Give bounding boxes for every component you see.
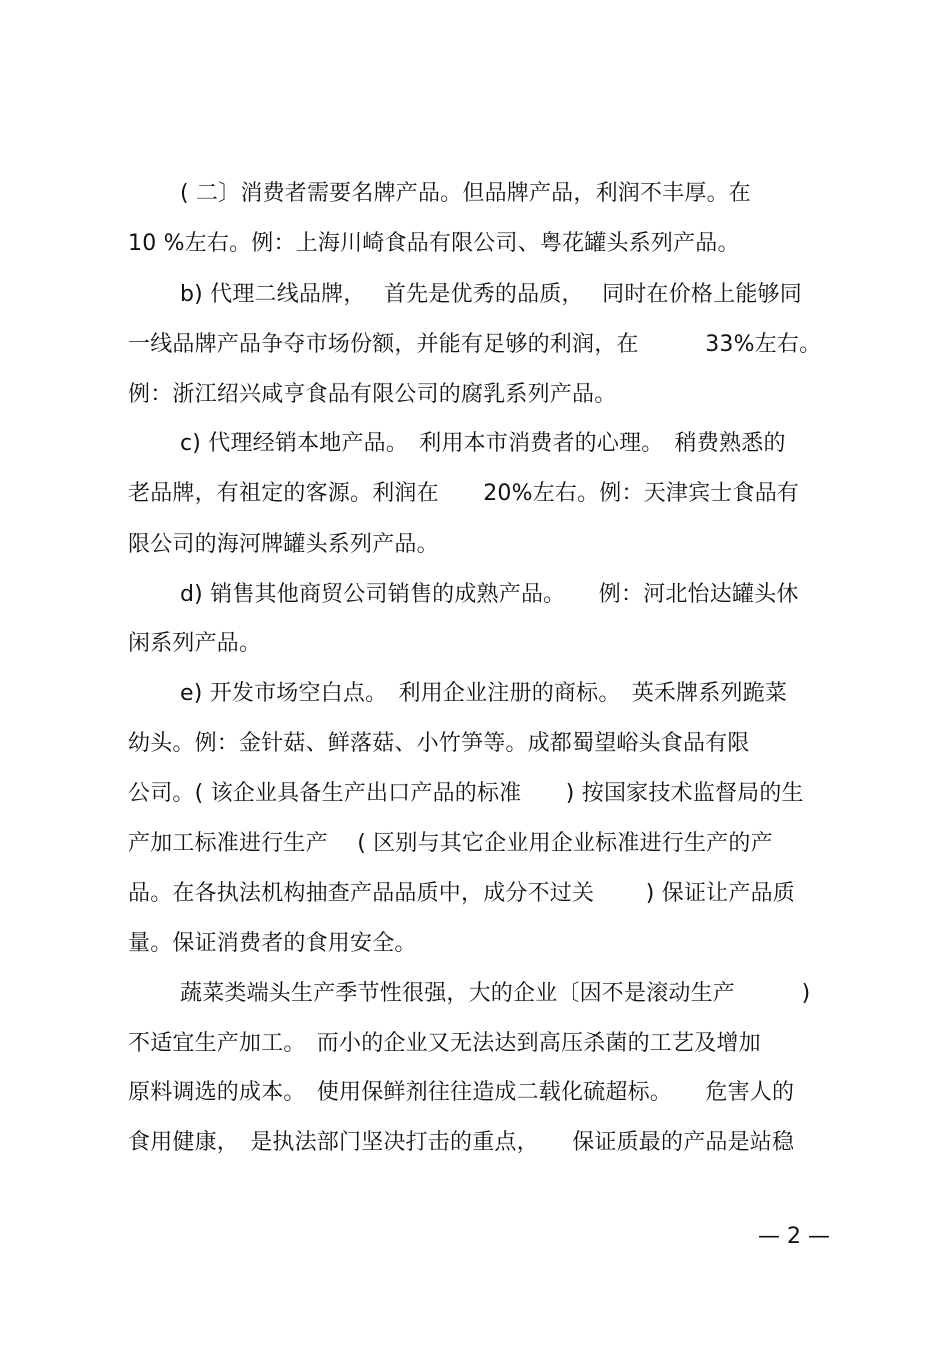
text-line: b) 代理二线品牌， 首先是优秀的品质， 同时在价格上能够同 bbox=[180, 282, 802, 307]
text-line: 闲系列产品。 bbox=[128, 631, 262, 656]
page-number: — 2 — bbox=[758, 1224, 830, 1249]
text-line: 老品牌，有祖定的客源。利润在 20%左右。例：天津宾士食品有 bbox=[128, 481, 800, 506]
text-line: 蔬菜类端头生产季节性很强，大的企业〔因不是滚动生产 ) bbox=[180, 981, 811, 1006]
text-line: 10 %左右。例：上海川崎食品有限公司、粤花罐头系列产品。 bbox=[128, 231, 740, 256]
text-line: 不适宜生产加工。 而小的企业又无法达到高压杀菌的工艺及增加 bbox=[128, 1031, 761, 1056]
text-line: ( 二〕消费者需要名牌产品。但品牌产品，利润不丰厚。在 bbox=[180, 181, 751, 206]
text-line: 原料调选的成本。 使用保鲜剂往往造成二载化硫超标。 危害人的 bbox=[128, 1080, 795, 1105]
text-line: e) 开发市场空白点。 利用企业注册的商标。 英禾牌系列跪菜 bbox=[180, 681, 788, 706]
text-line: 一线品牌产品争夺市场份额，并能有足够的利润，在 33%左右。 bbox=[128, 332, 822, 357]
text-line: 食用健康， 是执法部门坚决打击的重点， 保证质最的产品是站稳 bbox=[128, 1130, 795, 1155]
text-line: 品。在各执法机构抽查产品品质中，成分不过关 ) 保证让产品质 bbox=[128, 881, 795, 906]
text-line: 量。保证消费者的食用安全。 bbox=[128, 931, 417, 956]
text-line: 限公司的海河牌罐头系列产品。 bbox=[128, 532, 439, 557]
text-line: 幼头。例：金针菇、鲜落菇、小竹笋等。成都蜀望峪头食品有限 bbox=[128, 731, 750, 756]
text-line: 例：浙江绍兴咸亨食品有限公司的腐乳系列产品。 bbox=[128, 382, 617, 407]
text-line: d) 销售其他商贸公司销售的成熟产品。 例：河北怡达罐头休 bbox=[180, 582, 799, 607]
text-line: c) 代理经销本地产品。 利用本市消费者的心理。 稍费熟悉的 bbox=[180, 431, 786, 456]
text-line: 产加工标准进行生产 ( 区别与其它企业用企业标准进行生产的产 bbox=[128, 831, 773, 856]
text-line: 公司。( 该企业具备生产出口产品的标准 ) 按国家技术监督局的生 bbox=[128, 781, 804, 806]
